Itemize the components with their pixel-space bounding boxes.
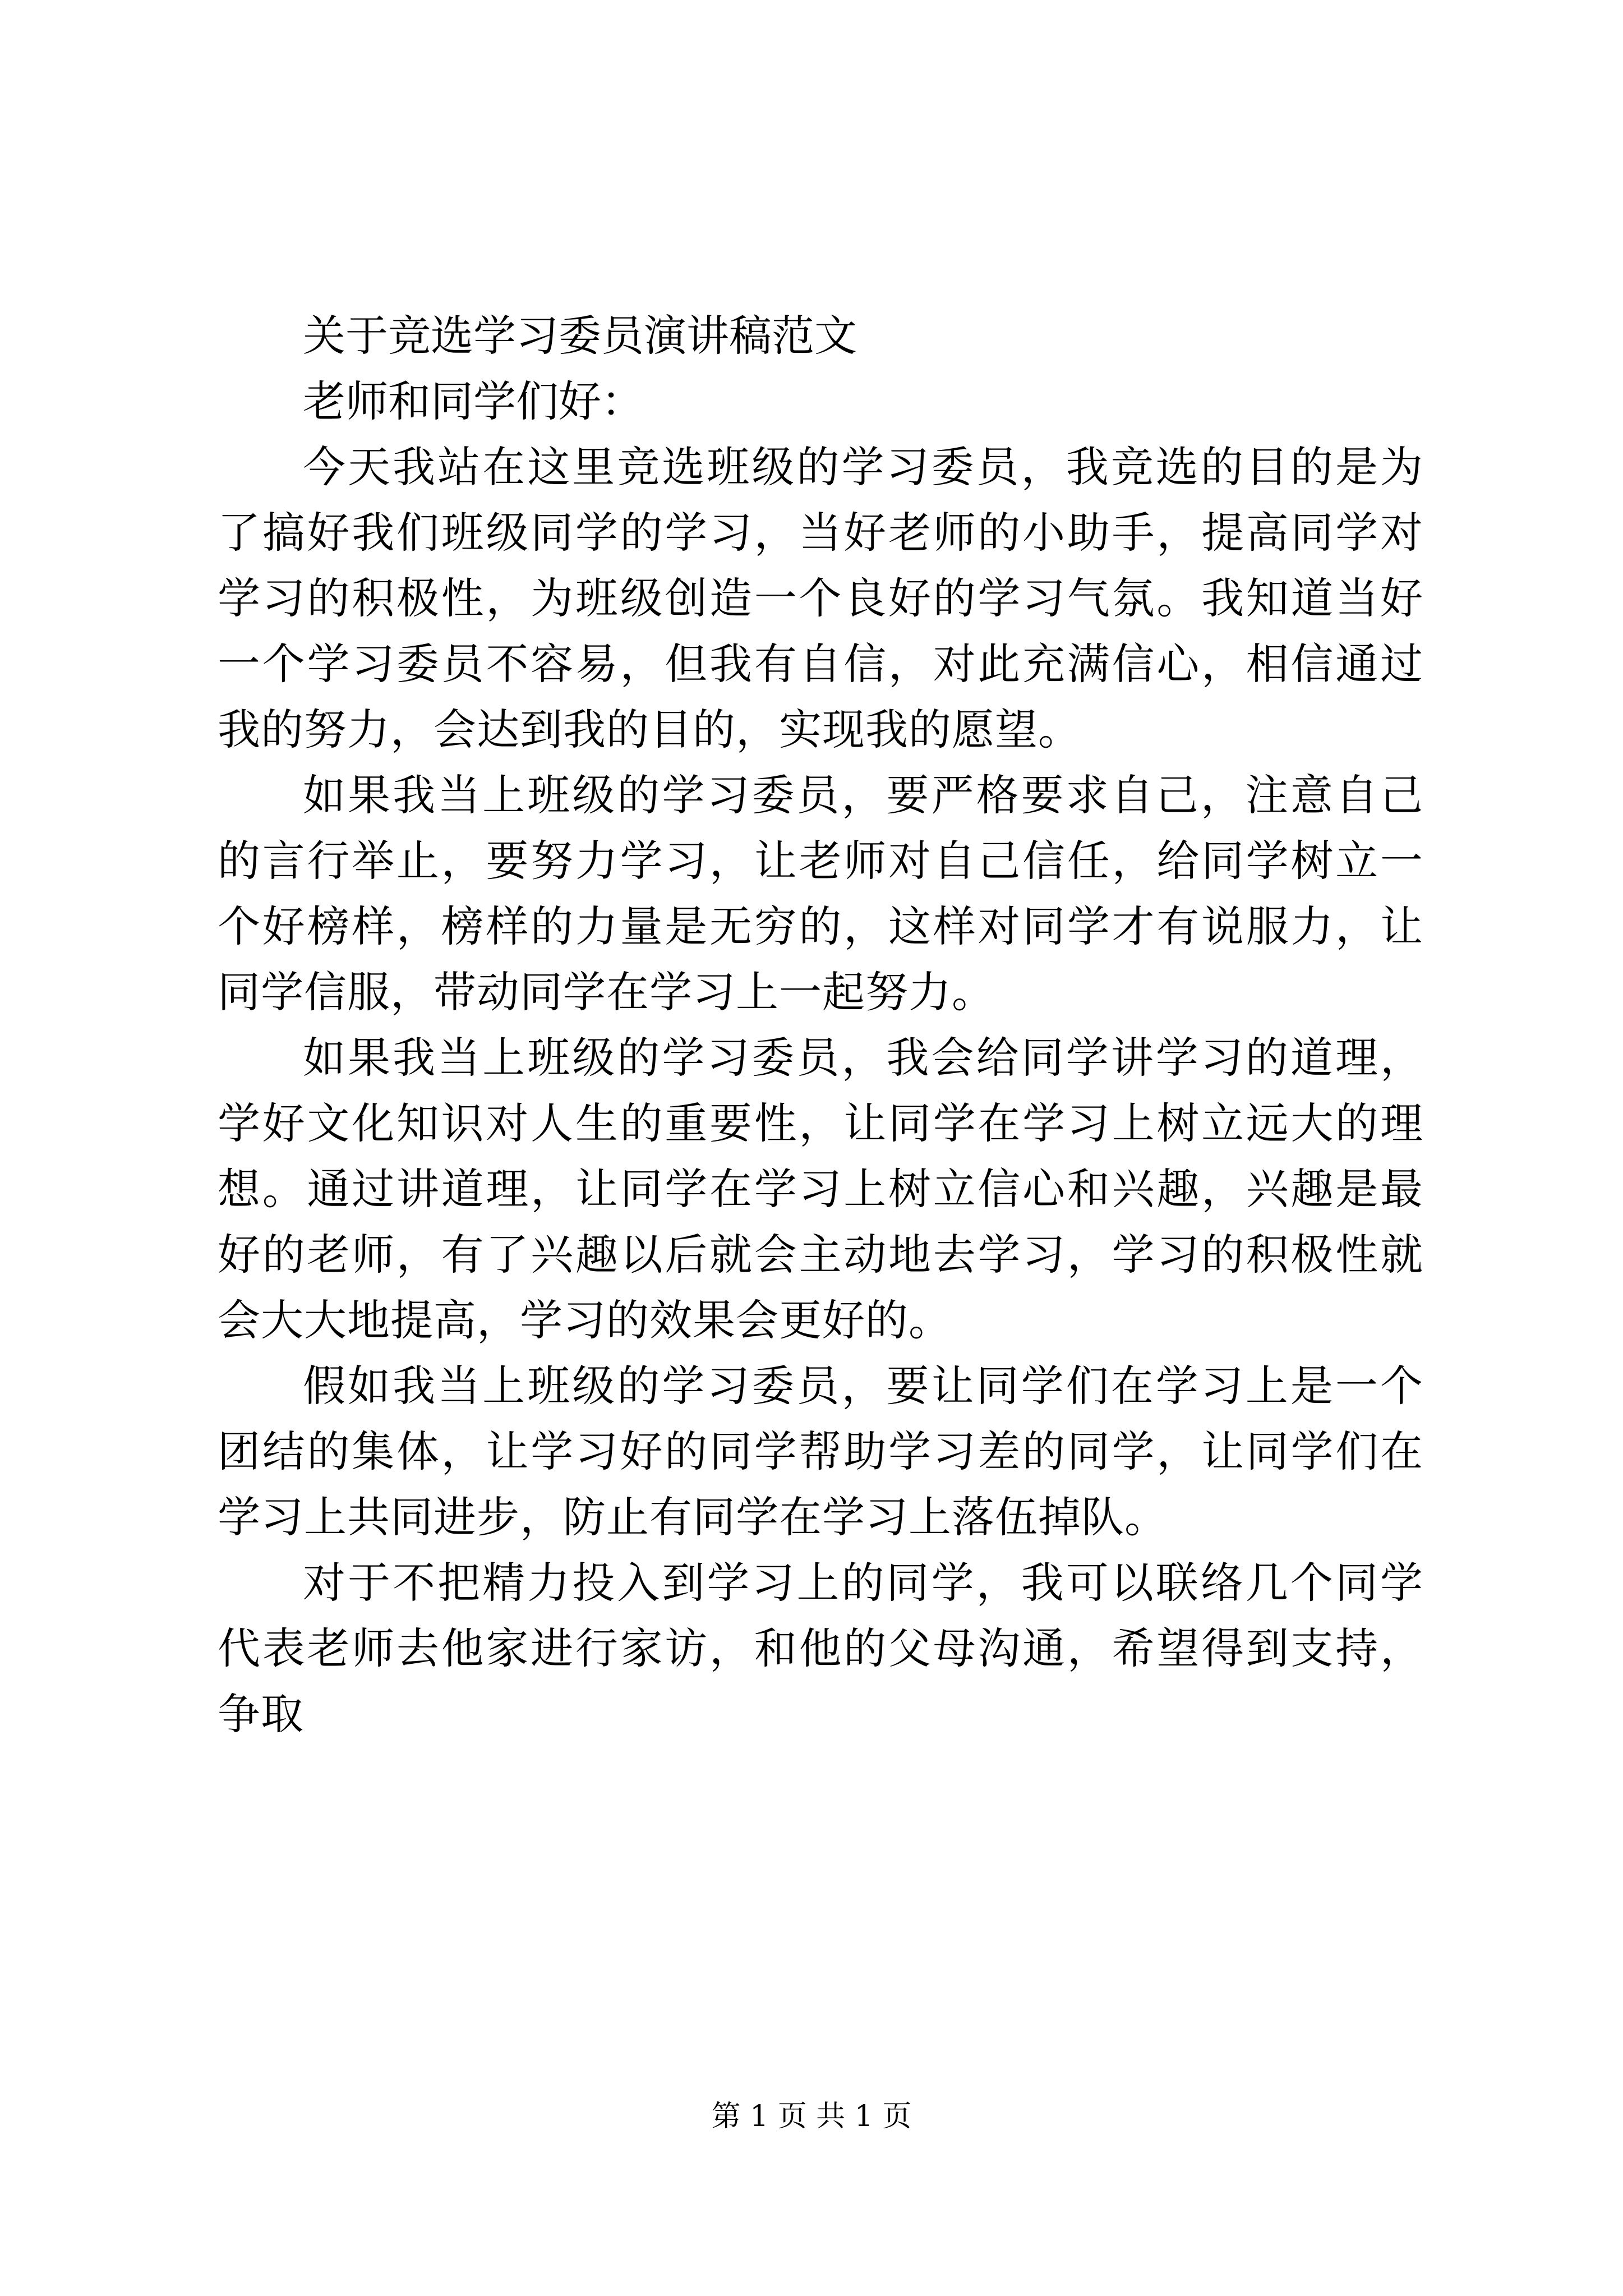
paragraph-4: 假如我当上班级的学习委员，要让同学们在学习上是一个团结的集体，让学习好的同学帮助学习差的同学，让同学们在学习上共同进步，防止有同学在学习上落伍掉队。	[218, 1361, 1423, 1542]
paragraph-1: 今天我站在这里竞选班级的学习委员，我竞选的目的是为了搞好我们班级同学的学习，当好老师的小助手，提高同学对学习的积极性，为班级创造一个良好的学习气氛。我知道当好一个学习委员不容易，但我有自信，对此充满信心，相信通过我的努力，会达到我的目的，实现我的愿望。	[218, 442, 1423, 754]
page-footer: 第 1 页 共 1 页	[711, 2100, 912, 2133]
paragraph-3: 如果我当上班级的学习委员，我会给同学讲学习的道理，学好文化知识对人生的重要性，让同学在学习上树立远大的理想。通过讲道理，让同学在学习上树立信心和兴趣，兴趣是最好的老师，有了兴趣以后就会主动地去学习，学习的积极性就会大大地提高，学习的效果会更好的。	[218, 1033, 1423, 1345]
document-body	[218, 303, 1423, 1747]
document-title: 关于竞选学习委员演讲稿范文	[303, 311, 857, 361]
salutation: 老师和同学们好：	[303, 376, 644, 426]
paragraph-5: 对于不把精力投入到学习上的同学，我可以联络几个同学代表老师去他家进行家访，和他的父母沟通，希望得到支持，争取	[218, 1558, 1423, 1739]
paragraph-2: 如果我当上班级的学习委员，要严格要求自己，注意自己的言行举止，要努力学习，让老师对自己信任，给同学树立一个好榜样，榜样的力量是无穷的，这样对同学才有说服力，让同学信服，带动同学在学习上一起努力。	[218, 770, 1423, 1017]
